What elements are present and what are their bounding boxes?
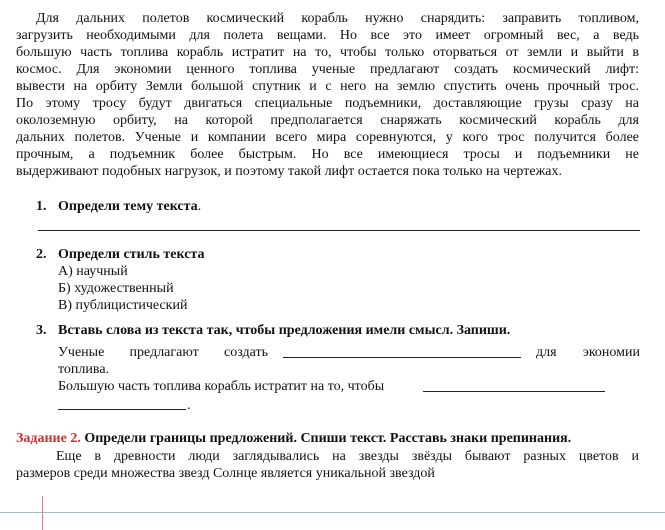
paragraph-line-5: вывести на орбиту Земли большой спутник и с него на землю спустить очень прочный трос. <box>16 79 639 94</box>
q3-text: Вставь слова из текста так, чтобы предложения имели смысл. Запиши. <box>58 323 511 338</box>
q3-line3: Большую часть топлива корабль истратит на то, чтобы <box>58 379 385 394</box>
q3-line4-end: . <box>187 398 191 413</box>
q3-line1-start: Ученые предлагают создать <box>58 345 268 360</box>
task2-label: Задание 2. <box>16 431 81 446</box>
paragraph-line-7: околоземную орбиту, на которой предполагается снаряжать космический корабль для <box>16 113 639 128</box>
q3-number: 3. <box>36 323 47 338</box>
q3-blank-2[interactable] <box>423 391 605 392</box>
q2-number: 2. <box>36 247 47 262</box>
q3-blank-3[interactable] <box>58 409 186 410</box>
q2-option-c[interactable]: В) публицистический <box>58 298 188 313</box>
paragraph-line-8: дальних полетов. Ученые и компании всего мира соревнуются, у кого трос получится более <box>16 130 639 145</box>
task2-text: Определи границы предложений. Спиши текст. Расставь знаки препинания. <box>84 431 572 446</box>
q3-line1-end: для экономии <box>536 345 640 360</box>
task2-heading <box>16 430 571 447</box>
paragraph-line-6: По этому тросу будут двигаться специальные подъемники, доставляющие грузы сразу на <box>16 96 639 111</box>
q3-blank-1[interactable] <box>283 357 521 358</box>
q2-text: Определи стиль текста <box>58 247 205 262</box>
paragraph-line-3: большую часть топлива корабль истратит на то, чтобы только оторваться от земли и выйти в <box>16 45 639 60</box>
paragraph-line-10: выдерживают подобных нагрузок, и поэтому такой лифт остается пока только на чертежах. <box>16 164 562 179</box>
paragraph-line-2: загрузить необходимыми для полета вещами. Но все это имеет огромный вес, а ведь <box>16 28 639 43</box>
ruled-line <box>0 512 665 513</box>
task2-body-line-2: размеров среди множества звезд Солнце является уникальной звездой <box>16 466 435 481</box>
q2-option-b[interactable]: Б) художественный <box>58 281 174 296</box>
q2-option-a[interactable]: А) научный <box>58 264 128 279</box>
paragraph-line-9: прочным, а подъемник более быстрым. Но все имеющиеся тросы и подъемники не <box>16 147 639 162</box>
q1-number: 1. <box>36 199 47 214</box>
q1-tail: . <box>197 199 202 214</box>
q1-answer-line[interactable] <box>38 230 640 231</box>
paragraph-line-4: космос. Для экономии ценного топлива ученые предлагают создать космический лифт: <box>16 62 639 77</box>
q1-title <box>58 198 201 215</box>
q3-line2: топлива. <box>58 362 110 377</box>
q1-text: Определи тему текста <box>58 199 198 214</box>
margin-line <box>42 496 43 530</box>
task2-body-line-1: Еще в древности люди заглядывались на звезды звёзды бывают разных цветов и <box>56 449 639 464</box>
paragraph-line-1: Для дальних полетов космический корабль нужно снарядить: заправить топливом, <box>36 11 639 26</box>
